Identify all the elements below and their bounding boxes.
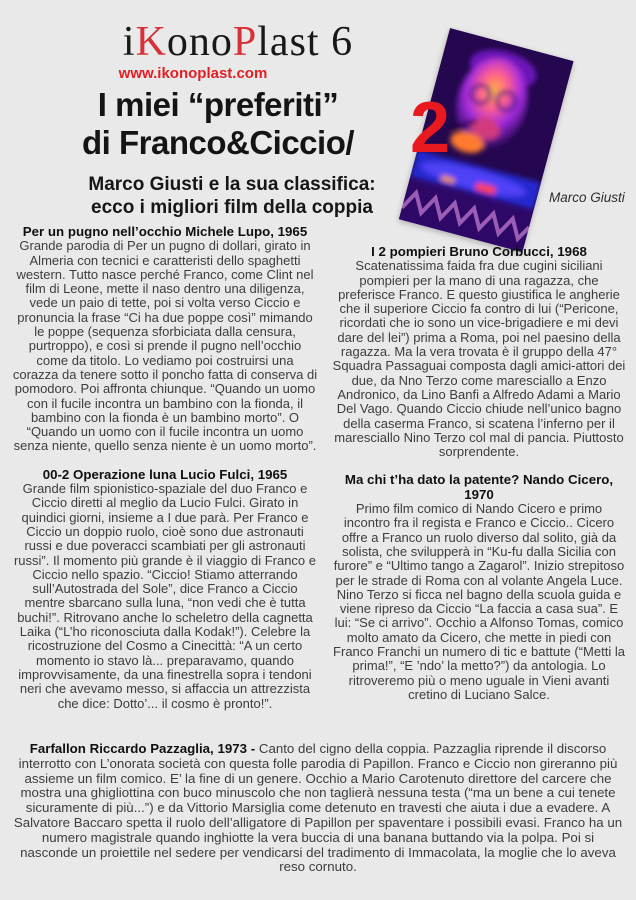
logo-segment-red-p: P [232, 19, 258, 65]
review-002-operazione-luna [12, 468, 318, 711]
review-body: Scatenatissima faida fra due cugini siciliani pompieri per la mano di una ragazza, che preferisce Franco. E questo giustifica le angherie che il superiore Ciccio fa contro di lui (“Pericone, ricordati che io sono un vice-brigadiere e mi devi dare del lei”) prima a Roma, poi nel paesino della ragazza. Ma la vera trovata è il gruppo della 47° Squadra Passaguai composta dagli amici-attori dei due, da Nno Terzo come maresciallo a Enzo Andronico, da Lino Banfi a Alfredo Adami a Mario Del Vago. Quando Ciccio chiude nell’unico bagno della caserma Franco, si scatena l’inferno per il maresciallo Nino Terzo col mal di pancia. Piuttosto sorprendente. [332, 258, 626, 460]
review-heading: Per un pugno nell’occhio Michele Lupo, 1965 [22, 224, 308, 239]
subtitle-line-2: ecco i migliori film della coppia [91, 197, 373, 219]
subtitle [22, 173, 442, 220]
issue-number: 2 [409, 88, 450, 168]
review-ma-chi-tha-dato-la-patente [332, 473, 626, 702]
subtitle-line-1: Marco Giusti e la sua classifica: [88, 174, 376, 195]
review-body-text: Canto del cigno della coppia. Pazzaglia riprende il discorso interrotto con L’onorata società con questa folle parodia di Papillon. Franco e Ciccio non gireranno più assieme un film comico. E’ la fine di un genere. Occhio a Mario Carotenuto direttore del carcere che mostra una ghigliottina con buco minuscolo che non taglierà nessuna testa (“ma un bene a cui tenete sicuramente di più...”) e da Vittorio Marsiglia come detenuto en travesti che aiuta i due a evadere. A Salvatore Baccaro spetta il ruolo dell’alligatore di Papillon per spaventare i possibili evasi. Franco ha un numero magistrale quando inghiotte la vera buccia di una banana buttando via la polpa. Poi si nasconde un proiettile nel sedere per vendicarsi del tradimento di Immacolata, la moglie che lo aveva reso cornuto. [13, 741, 623, 875]
logo-segment: ono [166, 19, 233, 65]
left-column [12, 225, 318, 725]
site-url-link[interactable]: www.ikonoplast.com [118, 65, 268, 83]
right-column [332, 225, 626, 725]
review-i-2-pompieri [332, 245, 626, 459]
review-heading: 00-2 Operazione luna Lucio Fulci, 1965 [42, 466, 288, 482]
review-per-un-pugno-nellocchio [12, 225, 318, 454]
review-body: Grande parodia di Per un pugno di dollari, girato in Almeria con tecnici e caratteristi dello spaghetti western. Tutto nasce perché Franco, come Clint nel film di Leone, mette il naso dentro una diligenza, vede un paio di tette, poi si volta verso Ciccio e pronuncia la frase “Ci ha due poppe così” mimando le poppe (sequenza sforbiciata dalla censura, purtroppo), e così si prende il pugno nell’occhio come da titolo. Lo vediamo poi costruirsi una corazza da tenere sotto il poncho fatta di conserva di pomodoro. Poi affronta chiunque. “Quando un uomo con il fucile incontra un bambino con la fionda, il bambino con la fionda è un bambino morto”. O “Quando un uomo con il fucile incontra un uomo senza niente, quello senza niente è un uomo morto”. [12, 238, 318, 454]
review-farfallon [12, 742, 624, 875]
photo-caption: Marco Giusti [549, 190, 625, 205]
review-columns [12, 225, 626, 725]
masthead [0, 20, 636, 82]
review-heading-inline: Farfallon Riccardo Pazzaglia, 1973 - [29, 741, 259, 756]
review-body [12, 742, 624, 875]
ikonoplast-logo [0, 20, 636, 64]
review-body: Primo film comico di Nando Cicero e primo incontro fra il regista e Franco e Ciccio.. Cicero offre a Franco un ruolo diverso dal solito, già da solista, che svilupperà in “Ku-fu dalla Sicilia con furore” e “Ultimo tango a Zagarol”. Inizio strepitoso per le strade di Roma con al volante Angela Luce. Nino Terzo si ficca nel bagno della scuola guida e viene ripreso da Ciccio “La faccia a casa sua”. E lui: “Se ci arrivo”. Occhio a Alfonso Tomas, comico molto amato da Cicero, che mette in piedi con Franco Franchi un numero di tic e battute (“Metti la prima!”, “E ’ndo’ la metto?”) da antologia. Lo ritroveremo più o meno uguale in Vieni avanti cretino di Luciano Salce. [333, 501, 625, 702]
page-title-line-2: di Franco&Ciccio/ [81, 124, 355, 162]
review-heading: Ma chi t’ha dato la patente? Nando Cicero, 1970 [344, 472, 614, 502]
logo-segment-red-k: K [135, 19, 167, 65]
review-heading: I 2 pompieri Bruno Corbucci, 1968 [371, 244, 587, 259]
review-body: Grande film spionistico-spaziale del duo Franco e Ciccio diretti al meglio da Lucio Fulci. Girato in quindici giorni, insieme a I due parà. Per Franco e Ciccio un doppio ruolo, cioè sono due astronauti russi e due poveracci scambiati per gli astronauti russi”. Il momento più grande è il viaggio di Franco e Ciccio nello spazio. “Ciccio! Stiamo atterrando sull’Autostrada del Sole”, dice Franco a Ciccio mentre sbarcano sulla luna, “non vedi che è tutta buchi!”. Ritrovano anche lo scheletro della cagnetta Laika (“L’ho riconosciuta dalla Kodak!”). Celebre la ricostruzione del Cosmo a Cinecittà: “A un certo momento io stavo là... preparavamo, quando improvvisamente, da una finestrella sopra i tendoni neri che avevamo messo, si affaccia un attrezzista che dice: Dotto’... il cosmo è pronto!”. [13, 481, 317, 711]
logo-segment: last 6 [257, 19, 354, 65]
page-title-line-1: I miei “preferiti” [97, 86, 339, 123]
page-title [22, 86, 450, 168]
logo-segment: i [122, 19, 136, 65]
